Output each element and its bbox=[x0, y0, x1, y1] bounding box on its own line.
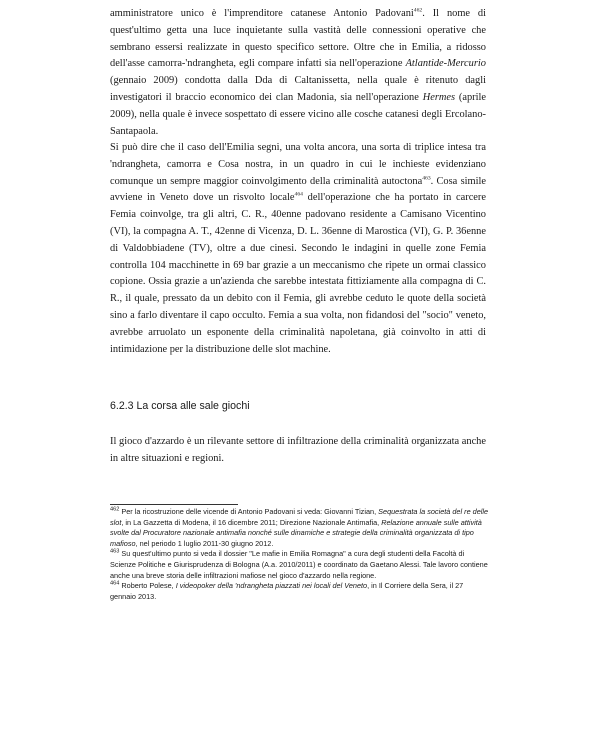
italic-title: Sequestrata la società del re delle slot bbox=[110, 507, 489, 527]
footnote-ref: 463 bbox=[422, 175, 431, 182]
footnote-ref: 462 bbox=[110, 506, 120, 513]
footnote-ref: 463 bbox=[110, 548, 120, 555]
italic-title: I videopoker della 'ndrangheta piazzati nei locali del Veneto bbox=[175, 581, 368, 591]
footnote-separator bbox=[110, 504, 238, 505]
italic-title: Atlantide-Mercurio bbox=[405, 58, 486, 70]
footnote-ref: 464 bbox=[110, 580, 120, 587]
footnote-ref: 464 bbox=[294, 191, 303, 198]
footnote-464: $^{464}$ Roberto Polese, I videopoker della 'ndrangheta piazzati nei locali del Veneto, in Il Corriere della Sera, il 27 gennaio 2013. bbox=[110, 580, 464, 601]
footnote-ref: 462 bbox=[413, 7, 423, 14]
body-paragraph-2: Si può dire che il caso dell'Emilia segni, una volta ancora, una sorta di triplice intesa tra 'ndrangheta, camorra e Cosa nostra, in un quadro in cui le inchieste evidenziano comunque un sempre maggior coinvolgimento della criminalità autoctona$^{463}$. Cosa simile avviene in Veneto dove un risvolto locale$^{464}$ dell'operazione che ha portato in carcere Femia coinvolge, tra gli altri, C. R., 40enne padovano residente a Camisano Vicentino (VI), la compagna A. T., 42enne di Vicenza, D. L. 36enne di Marostica (VI), G. P. 36enne di Valdobbiadene (TV), oltre a due cinesi. Secondo le indagini in quelle zone Femia controlla 104 macchinette in 69 bar grazie a un meccanismo che ripete un ormai classico copione. Ossia grazie a un'azienda che sarebbe intestata fittiziamente alla compagna di C. R., il quale, pressato da un debito con il Femia, gli avrebbe ceduto le quote della società sino a farlo diventare il capo occulto. Femia a sua volta, non fidandosi del "socio" veneto, avrebbe arruolato un esponente della criminalità napoletana, già coinvolto in atti di intimidazione per la distribuzione delle slot machine. bbox=[110, 142, 486, 355]
italic-title: Relazione annuale sulle attività svolte dal Procuratore nazionale antimafia nonché sulle dinamiche e strategie della criminalità organizzata di tipo mafioso bbox=[110, 517, 482, 548]
italic-title: Hermes bbox=[422, 91, 456, 103]
body-paragraph-1: amministratore unico è l'imprenditore catanese Antonio Padovani$^{462}$. Il nome di quest'ultimo getta una luce inquietante sulla vastità delle connessioni operative che sembrano essersi realizzate in questo specifico settore. Oltre che in Emilia, a ridosso dell'asse camorra-'ndrangheta, egli compare infatti sia nell'operazione Atlantide-Mercurio (gennaio 2009) condotta dalla Dda di Caltanissetta, nella quale è ritenuto dagli investigatori il braccio economico dei clan Madonia, sia nell'operazione Hermes (aprile 2009), nella quale è invece sospettato di essere vicino alle cosche catanesi degli Ercolano-Santapaola. bbox=[110, 7, 487, 137]
footnote-462: $^{462}$ Per la ricostruzione delle vicende di Antonio Padovani si veda: Giovanni Tizian, Sequestrata la società del re delle slot, in La Gazzetta di Modena, il 16 dicembre 2011; Direzione Nazionale Antimafia, Relazione annuale sulle attività svolte dal Procuratore nazionale antimafia nonché sulle dinamiche e strategie della criminalità organizzata di tipo mafioso, nel periodo 1 luglio 2011-30 giugno 2012. bbox=[110, 506, 489, 548]
footnote-463: $^{463}$ Su quest'ultimo punto si veda il dossier "Le mafie in Emilia Romagna" a cura degli studenti della Facoltà di Scienze Politiche e Giurisprudenza di Bologna (A.a. 2010/2011) e coordinato da Gaetano Alessi. Tale lavoro contiene anche una breve storia delle infiltrazioni mafiose nel gioco d'azzardo nella regione. bbox=[110, 548, 488, 580]
body-paragraph-3: Il gioco d'azzardo è un rilevante settore di infiltrazione della criminalità organizzata anche in altre situazioni e regioni. bbox=[110, 436, 486, 464]
footnotes bbox=[110, 507, 490, 602]
section-heading: 6.2.3 La corsa alle sale giochi bbox=[110, 400, 250, 412]
